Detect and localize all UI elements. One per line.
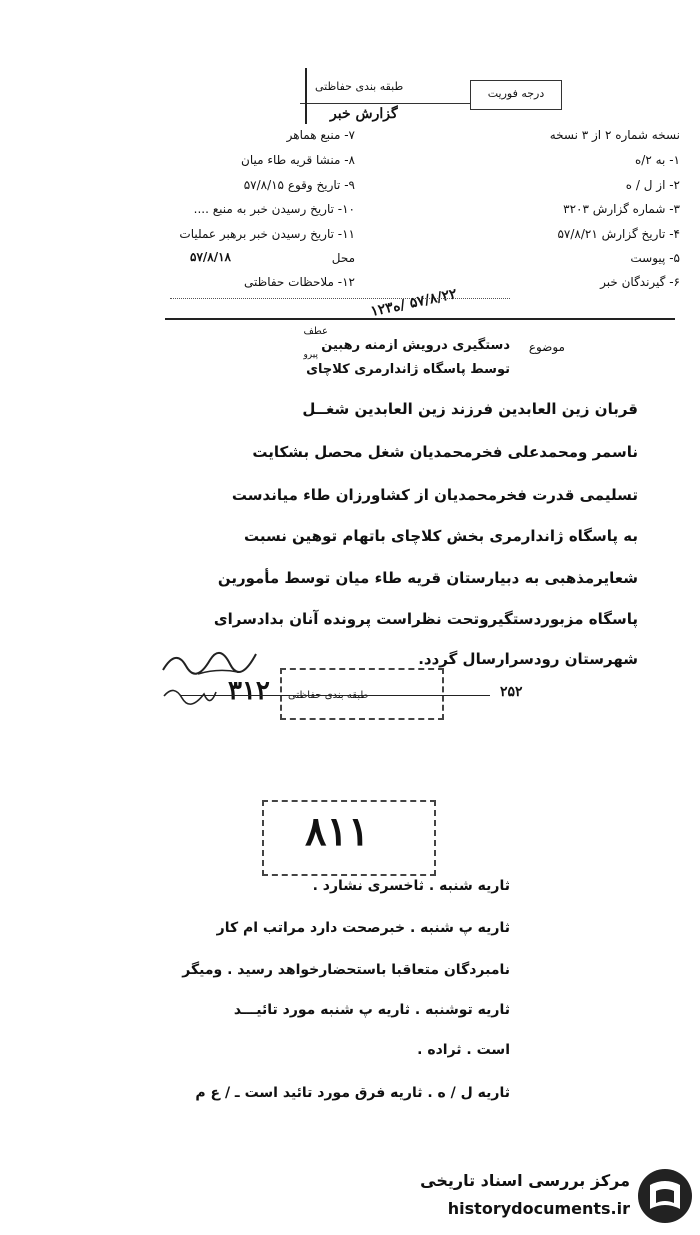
field-report-no: ۳- شماره گزارش ۳۲۰۳ [563,202,680,216]
footer-strike [180,695,490,696]
field-source-receipt-date: ۱۰- تاریخ رسیدن خبر به منبع .... [193,202,355,216]
body-line: شهرستان رودسرارسال گردد. [418,650,638,668]
classification-label: طبقه بندی حفاظتی [315,80,404,93]
logo-title: مرکز بررسی اسناد تاریخی [420,1171,630,1190]
footer-number: ۳۱۲ [228,676,270,706]
lower-note: ثاریه شنبه . ثاخسری نشارد . [312,878,510,894]
body-line: قربان زین العابدین فرزند زین العابدین شغــل [302,400,638,418]
subject-line-2: توسط پاسگاه ژاندارمری کلاچای [306,362,510,377]
body-line: تسلیمی قدرت فخرمحمدیان از کشاورزان طاء میاندست [231,486,638,504]
lower-note: ثاریه توشنبه . ثاریه پ شنبه مورد تائیـــد [233,1002,510,1018]
field-place: محل [331,251,355,265]
field-recipients: ۶- گیرندگان خبر [600,275,680,289]
lower-note: ثاریه پ شنبه . خبرصحت دارد مراتب ام کار [216,920,510,936]
field-attachment: ۵- پیوست [630,251,680,265]
priority-label: درجه فوریت [470,80,562,110]
header-rule [165,318,675,320]
lower-box-number: ۸۱۱ [305,808,370,855]
signature [158,640,268,680]
field-origin: ۸- منشا قریه طاء میان [241,153,355,167]
lower-note: ثاریه ل / ه . ثاریه فرق مورد تائید است ـ / ع م [195,1085,510,1101]
subject-above: عطف [303,326,328,337]
field-source: ۷- منبع هماهر [286,128,355,142]
body-line: شعایرمذهبی به دبیارستان قریه طاء میان توسط مأمورین [217,569,638,587]
lower-note: نامبردگان متعاقبا باستحضارخواهد رسید . ومیگر [182,962,510,978]
field-ops-receipt-date: ۱۱- تاریخ رسیدن خبر برهبر عملیات [179,227,355,241]
archive-logo [412,1165,694,1227]
field-report-date: ۴- تاریخ گزارش ۵۷/۸/۲۱ [557,227,680,241]
logo-url: historydocuments.ir [447,1199,630,1218]
body-line: به پاسگاه ژاندارمری بخش کلاچای باتهام توهین نسبت [243,527,638,545]
footer-stamp-label: طبقه بندی حفاظتی [288,690,369,701]
subject-label: موضوع [528,340,565,354]
body-line: پاسگاه مزبوردستگیروتحت نظراست پرونده آنان بدادسرای [213,610,638,628]
subject-line-1: دستگیری درویش ازمنه رهبین [321,338,510,353]
footer-scribble [160,682,220,712]
body-line: ناسمر ومحمدعلی فخرمحمدیان شغل محصل بشکایت [252,443,638,461]
lower-note: است . ثراده . [417,1042,510,1058]
header-box [305,68,467,124]
received-stamp-number: ۵۷/۸/۲۲ /ه۱۲۳ [369,286,459,320]
archive-logo-icon [636,1167,694,1225]
footer-side-number: ۲۵۲ [500,684,523,700]
subject-small: پیرو [303,350,318,360]
dotted-line [170,298,510,299]
field-occurrence-date: ۹- تاریخ وقوع ۵۷/۸/۱۵ [243,178,355,192]
field-security-notes: ۱۲- ملاحظات حفاظتی [244,275,355,289]
report-type-title: گزارش خبر [330,106,398,122]
field-copy-no: نسخه شماره ۲ از ۳ نسخه [549,128,680,142]
field-place-date: ۵۷/۸/۱۸ [190,250,231,264]
field-from: ۲- از ل / ه [625,178,680,192]
field-to: ۱- به ۲/ه [635,153,680,167]
